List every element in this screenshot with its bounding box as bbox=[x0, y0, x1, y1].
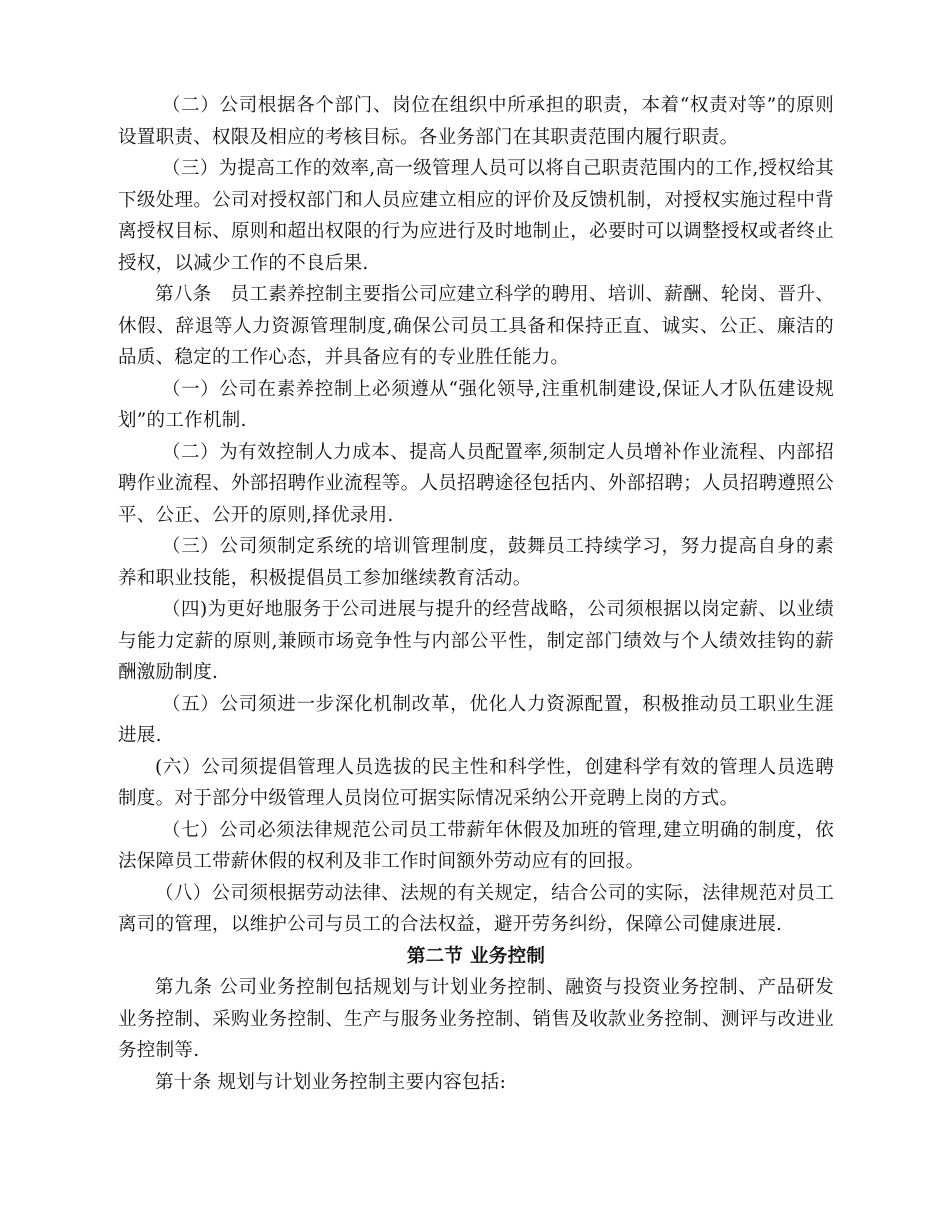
paragraph-career-development: （五）公司须进一步深化机制改革，优化人力资源配置，积极推动员工职业生涯进展. bbox=[118, 693, 834, 746]
paragraph-quality-mechanism: （一）公司在素养控制上必须遵从“强化领导,注重机制建设,保证人才队伍建设规划”的工作机制. bbox=[118, 378, 834, 431]
paragraph-recruitment: （二）为有效控制人力成本、提高人员配置率,须制定人员增补作业流程、内部招聘作业流程、外部招聘作业流程等。人员招聘途径包括内、外部招聘；人员招聘遵照公平、公正、公开的原则,择优录用. bbox=[118, 441, 834, 526]
paragraph-authority-setting: （二）公司根据各个部门、岗位在组织中所承担的职责，本着“权责对等”的原则设置职责、权限及相应的考核目标。各业务部门在其职责范围内履行职责。 bbox=[118, 95, 834, 148]
paragraph-authorization: （三）为提高工作的效率,高一级管理人员可以将自己职责范围内的工作,授权给其下级处理。公司对授权部门和人员应建立相应的评价及反馈机制，对授权实施过程中背离授权目标、原则和超出权限的行为应进行及时地制止，必要时可以调整授权或者终止授权，以减少工作的不良后果. bbox=[118, 158, 834, 274]
paragraph-compensation: （四)为更好地服务于公司进展与提升的经营战略，公司须根据以岗定薪、以业绩与能力定薪的原则,兼顾市场竞争性与内部公平性，制定部门绩效与个人绩效挂钩的薪酬激励制度. bbox=[118, 599, 834, 683]
document-page bbox=[118, 90, 834, 1098]
paragraph-article-9: 第九条 公司业务控制包括规划与计划业务控制、融资与投资业务控制、产品研发业务控制、采购业务控制、生产与服务业务控制、销售及收款业务控制、测评与改进业务控制等. bbox=[118, 977, 834, 1061]
paragraph-article-8: 第八条 员工素养控制主要指公司应建立科学的聘用、培训、薪酬、轮岗、晋升、休假、辞退等人力资源管理制度,确保公司员工具备和保持正直、诚实、公正、廉洁的品质、稳定的工作心态，并具备应有的专业胜任能力。 bbox=[118, 284, 834, 368]
paragraph-paid-leave: （七）公司必须法律规范公司员工带薪年休假及加班的管理,建立明确的制度，依法保障员工带薪休假的权利及非工作时间额外劳动应有的回报。 bbox=[118, 819, 834, 872]
paragraph-article-10: 第十条 规划与计划业务控制主要内容包括: bbox=[155, 1071, 507, 1093]
section-heading: 第二节 业务控制 bbox=[406, 945, 546, 967]
paragraph-training: （三）公司须制定系统的培训管理制度，鼓舞员工持续学习，努力提高自身的素养和职业技能，积极提倡员工参加继续教育活动。 bbox=[118, 536, 834, 589]
paragraph-manager-selection: (六）公司须提倡管理人员选拔的民主性和科学性，创建科学有效的管理人员选聘制度。对于部分中级管理人员岗位可据实际情况采纳公开竞聘上岗的方式。 bbox=[118, 756, 834, 809]
paragraph-resignation: （八）公司须根据劳动法律、法规的有关规定，结合公司的实际，法律规范对员工离司的管理，以维护公司与员工的合法权益，避开劳务纠纷，保障公司健康进展. bbox=[118, 882, 834, 935]
